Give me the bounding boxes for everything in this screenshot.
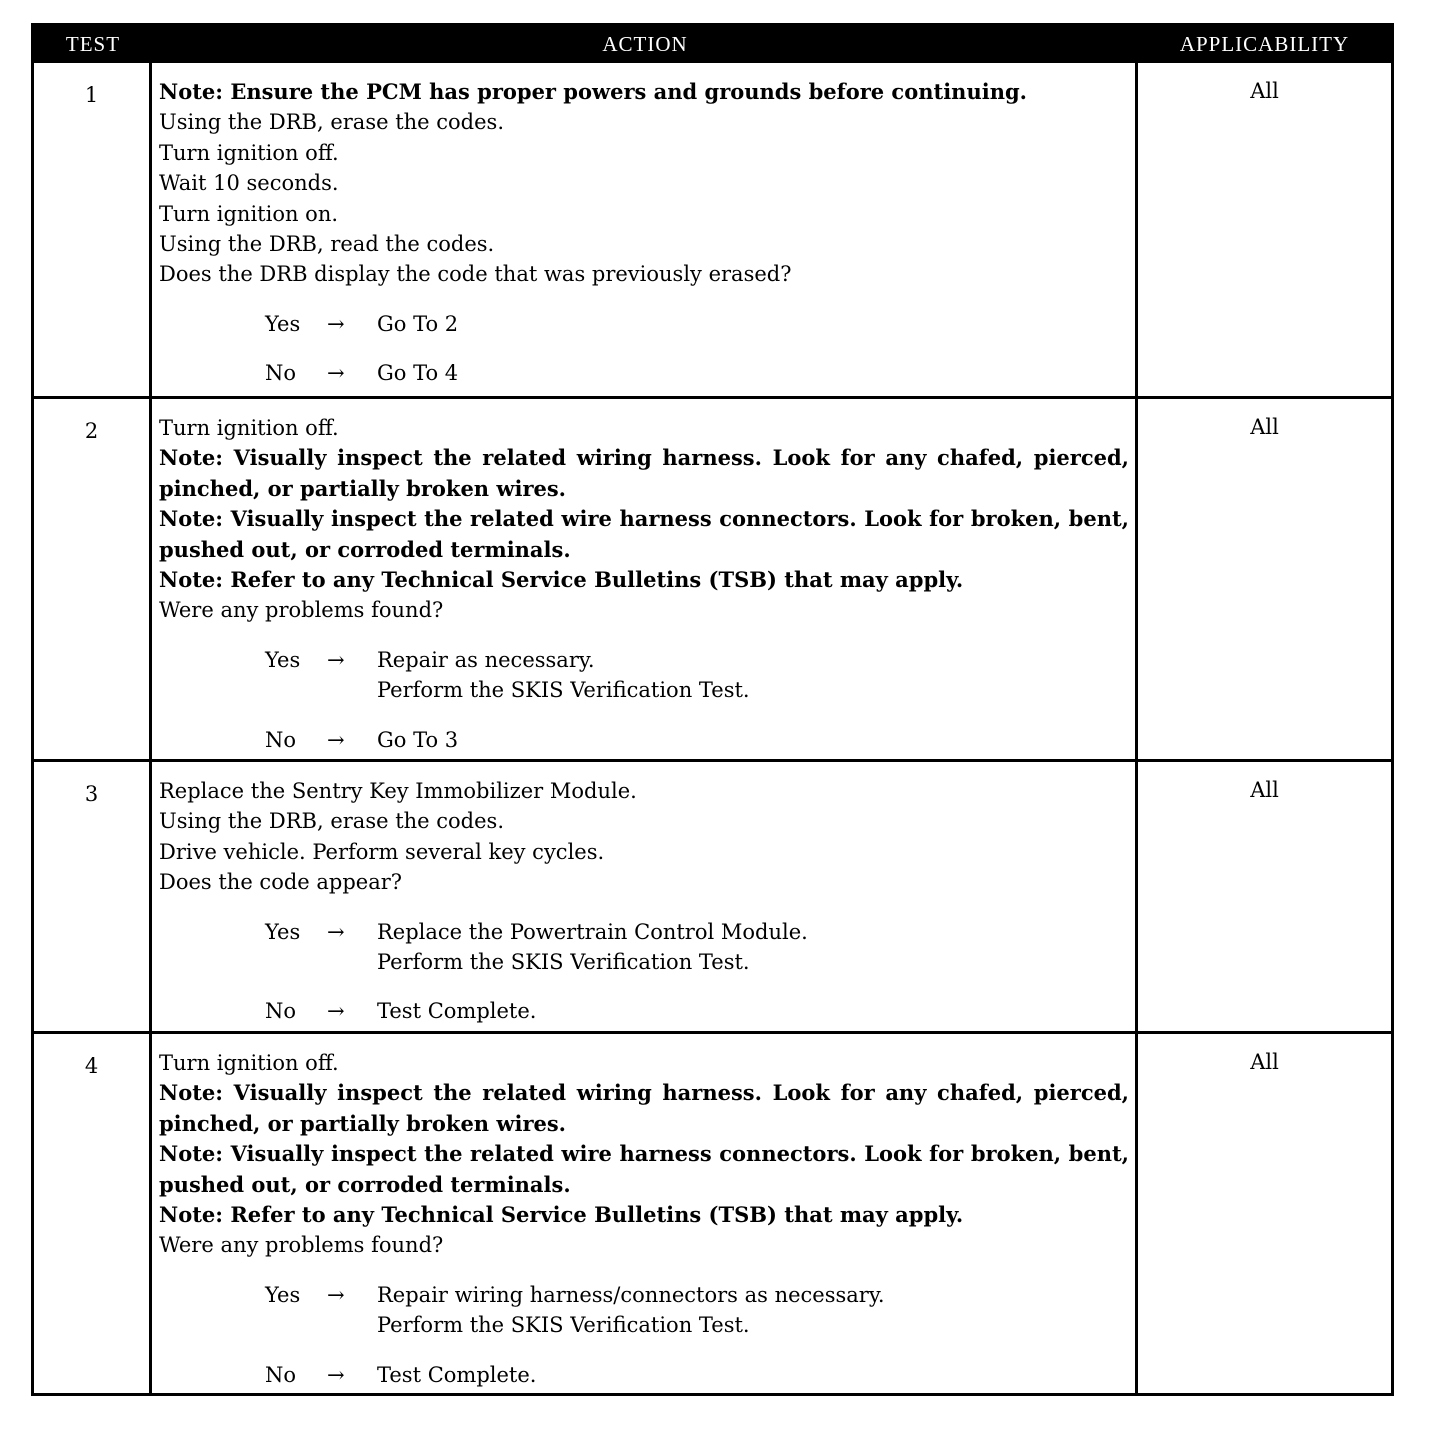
result-line: Go To 4 — [377, 361, 459, 386]
outcome-result — [377, 917, 1129, 978]
instruction-text: Does the DRB display the code that was previously erased? — [159, 262, 792, 287]
instruction-text: Were any problems found? — [159, 1233, 444, 1258]
result-line: Repair wiring harness/connectors as necessary. — [377, 1282, 885, 1307]
outcome-label: No — [265, 727, 297, 752]
outcome-result — [377, 358, 1129, 388]
header-applicability: APPLICABILITY — [1179, 32, 1350, 56]
result-line: Replace the Powertrain Control Module. — [377, 919, 808, 944]
outcome-label: Yes — [265, 311, 301, 336]
result-line: Perform the SKIS Verification Test. — [377, 678, 750, 703]
right-arrow-icon: → — [327, 999, 345, 1024]
instruction-text: Turn ignition off. — [159, 140, 339, 165]
instruction-text: Turn ignition on. — [159, 201, 339, 226]
table-row — [34, 1031, 1391, 1393]
table-row — [34, 759, 1391, 1031]
note-text: Note: Visually inspect the related wire harness connectors. Look for broken, bent, pushed out, or corroded terminals. — [159, 506, 1129, 562]
outcome-result — [377, 725, 1129, 755]
table-row — [34, 63, 1391, 396]
note-text: Note: Ensure the PCM has proper powers and grounds before continuing. — [159, 79, 1027, 104]
note-text: Note: Refer to any Technical Service Bulletins (TSB) that may apply. — [159, 567, 964, 593]
no-outcome — [265, 1360, 1129, 1390]
note-text: Note: Visually inspect the related wire harness connectors. Look for broken, bent, pushed out, or corroded terminals. — [159, 1141, 1129, 1197]
outcome-result — [377, 1280, 1129, 1341]
no-outcome — [265, 725, 1129, 755]
test-number: 2 — [34, 399, 152, 759]
note-text: Note: Refer to any Technical Service Bulletins (TSB) that may apply. — [159, 1202, 964, 1228]
outcome-result — [377, 309, 1129, 339]
instruction-text: Does the code appear? — [159, 870, 403, 895]
outcome-result — [377, 645, 1129, 706]
header-test: TEST — [65, 32, 121, 56]
result-line: Repair as necessary. — [377, 647, 595, 672]
no-outcome — [265, 358, 1129, 388]
applicability-cell: All — [1250, 1050, 1279, 1074]
instruction-text: Turn ignition off. — [159, 1051, 339, 1075]
note-text: Note: Visually inspect the related wiring harness. Look for any chafed, pierced, pinched, or partially broken wires. — [159, 445, 1129, 501]
result-line: Test Complete. — [377, 1362, 537, 1387]
table-row — [34, 396, 1391, 759]
outcome-result — [377, 996, 1129, 1026]
diagnostic-test-table — [31, 23, 1394, 1396]
instruction-text: Using the DRB, erase the codes. — [159, 110, 504, 135]
result-line: Perform the SKIS Verification Test. — [377, 1313, 750, 1338]
outcome-label: Yes — [265, 1282, 301, 1307]
table-body — [34, 63, 1391, 1393]
yes-outcome — [265, 1280, 1129, 1341]
outcome-result — [377, 1360, 1129, 1390]
note-text: Note: Visually inspect the related wiring harness. Look for any chafed, pierced, pinched, or partially broken wires. — [159, 1080, 1129, 1136]
action-cell — [152, 762, 1138, 1031]
instruction-text: Drive vehicle. Perform several key cycles. — [159, 839, 605, 864]
outcome-label: No — [265, 361, 297, 386]
right-arrow-icon: → — [327, 311, 345, 336]
result-line: Go To 2 — [377, 311, 459, 336]
action-cell — [152, 63, 1138, 396]
no-outcome — [265, 996, 1129, 1026]
action-cell — [152, 399, 1138, 759]
result-line: Test Complete. — [377, 999, 537, 1024]
outcome-label: No — [265, 1362, 297, 1387]
yes-outcome — [265, 917, 1129, 978]
right-arrow-icon: → — [327, 647, 345, 672]
applicability-cell: All — [1250, 415, 1279, 439]
instruction-text: Replace the Sentry Key Immobilizer Module. — [159, 779, 637, 803]
right-arrow-icon: → — [327, 361, 345, 386]
test-number: 1 — [34, 63, 152, 396]
applicability-cell: All — [1250, 79, 1279, 103]
yes-outcome — [265, 309, 1129, 339]
right-arrow-icon: → — [327, 727, 345, 752]
outcome-label: Yes — [265, 919, 301, 944]
right-arrow-icon: → — [327, 1362, 345, 1387]
result-line: Go To 3 — [377, 727, 459, 752]
applicability-cell: All — [1250, 778, 1279, 802]
instruction-text: Using the DRB, read the codes. — [159, 232, 495, 257]
instruction-text: Were any problems found? — [159, 598, 444, 623]
table-header — [34, 26, 1391, 63]
instruction-text: Wait 10 seconds. — [159, 171, 339, 196]
action-cell — [152, 1034, 1138, 1393]
header-action: ACTION — [602, 32, 688, 56]
test-number: 3 — [34, 762, 152, 1031]
test-number: 4 — [34, 1034, 152, 1393]
right-arrow-icon: → — [327, 1282, 345, 1307]
right-arrow-icon: → — [327, 919, 345, 944]
yes-outcome — [265, 645, 1129, 706]
outcome-label: Yes — [265, 647, 301, 672]
instruction-text: Using the DRB, erase the codes. — [159, 809, 504, 834]
result-line: Perform the SKIS Verification Test. — [377, 950, 750, 975]
instruction-text: Turn ignition off. — [159, 416, 339, 440]
outcome-label: No — [265, 999, 297, 1024]
